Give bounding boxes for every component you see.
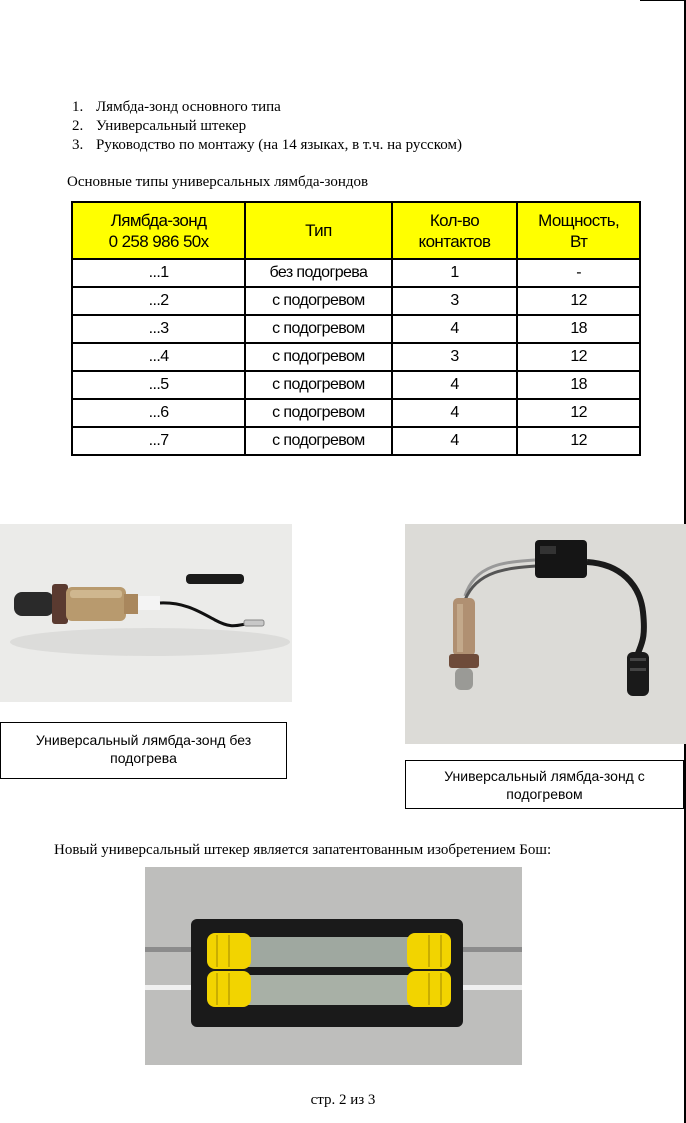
table-row: [72, 371, 640, 399]
cell-power: 12: [517, 343, 640, 371]
header-power: Мощность, Вт: [517, 202, 640, 259]
cell-type: с подогревом: [245, 343, 392, 371]
list-text: Руководство по монтажу (на 14 языках, в т.ч. на русском): [96, 137, 462, 153]
cell-model: ...6: [72, 399, 245, 427]
list-item: [72, 136, 462, 155]
cell-model: ...3: [72, 315, 245, 343]
universal-connector-illustration: [145, 867, 522, 1065]
heated-sensor-illustration: [405, 524, 686, 744]
cell-contacts: 4: [392, 399, 518, 427]
list-number: 2.: [72, 118, 84, 134]
cell-power: 12: [517, 399, 640, 427]
cell-model: ...5: [72, 371, 245, 399]
table-header-row: [72, 202, 640, 259]
cell-model: ...4: [72, 343, 245, 371]
cell-power: 12: [517, 287, 640, 315]
cell-type: с подогревом: [245, 399, 392, 427]
table-row: [72, 399, 640, 427]
table-row: [72, 315, 640, 343]
cell-contacts: 4: [392, 315, 518, 343]
contents-list: [72, 98, 462, 155]
cell-contacts: 3: [392, 287, 518, 315]
cell-model: ...7: [72, 427, 245, 455]
list-text: Универсальный штекер: [96, 118, 247, 134]
cell-model: ...2: [72, 287, 245, 315]
cell-type: с подогревом: [245, 371, 392, 399]
cell-power: 18: [517, 371, 640, 399]
cell-type: с подогревом: [245, 287, 392, 315]
page-footer: стр. 2 из 3: [310, 1092, 376, 1108]
heated-sensor-photo: [405, 524, 686, 744]
universal-connector-photo: [145, 867, 522, 1065]
cell-power: 18: [517, 315, 640, 343]
table-row: [72, 287, 640, 315]
table-row: [72, 343, 640, 371]
header-contacts: Кол-во контактов: [392, 202, 518, 259]
unheated-sensor-illustration: [0, 524, 292, 702]
cell-power: -: [517, 259, 640, 287]
page-border-top: [640, 0, 686, 1]
header-model: Лямбда-зонд 0 258 986 50x: [72, 202, 245, 259]
patent-note: Новый универсальный штекер является запатентованным изобретением Бош:: [54, 842, 552, 858]
cell-type: без подогрева: [245, 259, 392, 287]
cell-type: с подогревом: [245, 315, 392, 343]
cell-contacts: 3: [392, 343, 518, 371]
cell-contacts: 4: [392, 371, 518, 399]
cell-model: ...1: [72, 259, 245, 287]
sensor-types-table: [71, 201, 641, 456]
list-item: [72, 117, 462, 136]
header-type: Тип: [245, 202, 392, 259]
list-number: 3.: [72, 137, 84, 153]
cell-power: 12: [517, 427, 640, 455]
heated-sensor-caption: Универсальный лямбда-зонд с подогревом: [405, 760, 684, 809]
cell-contacts: 1: [392, 259, 518, 287]
table-row: [72, 259, 640, 287]
table-caption: Основные типы универсальных лямбда-зондов: [67, 174, 369, 190]
list-text: Лямбда-зонд основного типа: [96, 99, 281, 115]
unheated-sensor-photo: [0, 524, 292, 702]
cell-type: с подогревом: [245, 427, 392, 455]
list-item: [72, 98, 462, 117]
cell-contacts: 4: [392, 427, 518, 455]
list-number: 1.: [72, 99, 84, 115]
table-row: [72, 427, 640, 455]
unheated-sensor-caption: Универсальный лямбда-зонд без подогрева: [0, 722, 287, 779]
